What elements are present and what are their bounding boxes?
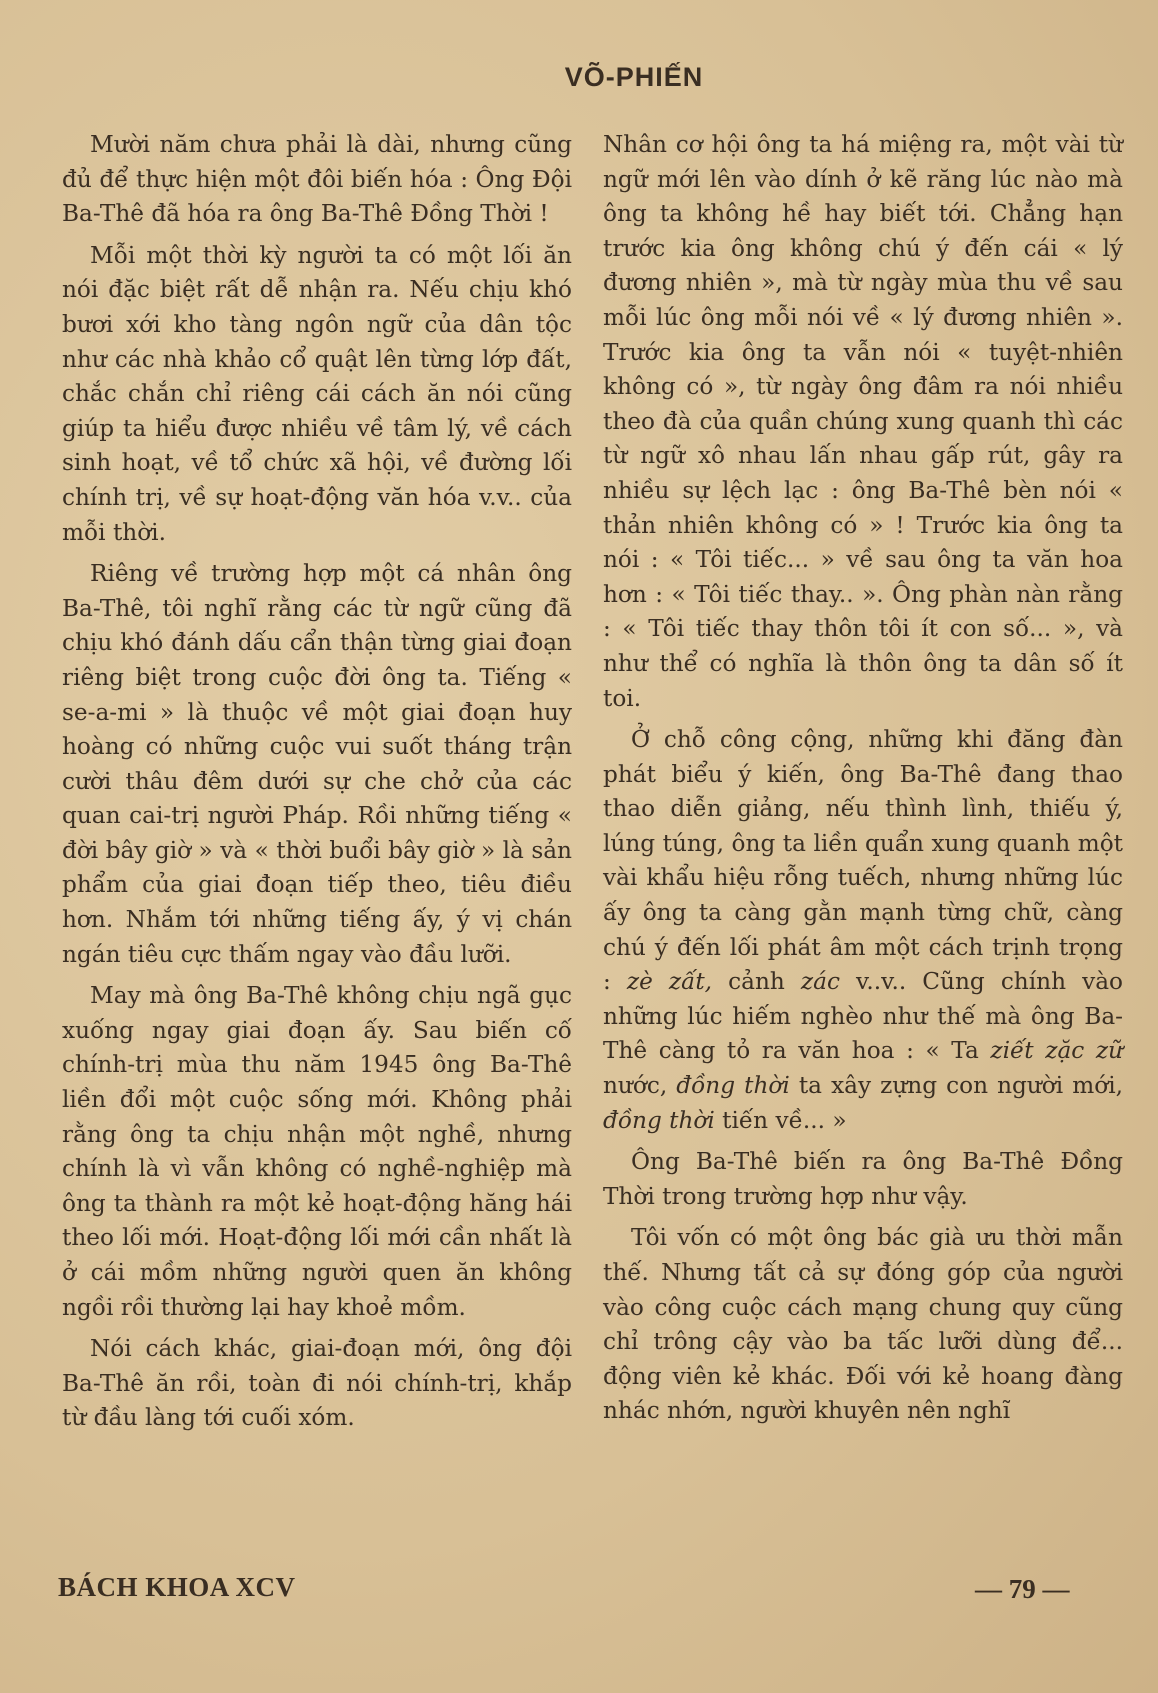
italic-text: đồng thời	[603, 1106, 715, 1134]
right-text-column	[603, 128, 1123, 1436]
paragraph: Tôi vốn có một ông bác già ưu thời mẫn thế. Nhưng tất cả sự đóng góp của người vào công cuộc cách mạng chung quy cũng chỉ trông cậy vào ba tấc lưỡi dùng để... động viên kẻ khác. Đối với kẻ hoang đàng nhác nhớn, người khuyên nên nghĩ	[603, 1224, 1123, 1425]
paragraph: May mà ông Ba-Thê không chịu ngã gục xuống ngay giai đoạn ấy. Sau biến cố chính-trị mùa thu năm 1945 ông Ba-Thê liền đổi một cuộc sống mới. Không phải rằng ông ta chịu nhận một nghề, nhưng chính là vì vẫn không có nghề-nghiệp mà ông ta thành ra một kẻ hoạt-động hăng hái theo lối mới. Hoạt-động lối mới cần nhất là ở cái mồm những người quen ăn không ngồi rồi thường lại hay khoẻ mồm.	[62, 982, 572, 1321]
paragraph: Ông Ba-Thê biến ra ông Ba-Thê Đồng Thời trong trường hợp như vậy.	[603, 1148, 1123, 1210]
text-run: tiến về... »	[714, 1106, 847, 1134]
italic-text: zè zất,	[626, 968, 713, 996]
paragraph-with-italics	[603, 723, 1123, 1138]
paragraph: Mười năm chưa phải là dài, nhưng cũng đủ để thực hiện một đôi biến hóa : Ông Đội Ba-Thê đã hóa ra ông Ba-Thê Đồng Thời !	[62, 131, 572, 228]
paragraph: Riêng về trường hợp một cá nhân ông Ba-Thê, tôi nghĩ rằng các từ ngữ cũng đã chịu khó đánh dấu cẩn thận từng giai đoạn riêng biệt trong cuộc đời ông ta. Tiếng « se-a-mi » là thuộc về một giai đoạn huy hoàng có những cuộc vui suốt tháng trận cười thâu đêm dưới sự che chở của các quan cai-trị người Pháp. Rồi những tiếng « đời bây giờ » và « thời buổi bây giờ » là sản phẩm của giai đoạn tiếp theo, tiêu điều hơn. Nhắm tới những tiếng ấy, ý vị chán ngán tiêu cực thấm ngay vào đầu lưỡi.	[62, 560, 572, 968]
left-text-column	[62, 128, 572, 1443]
paragraph: Nhân cơ hội ông ta há miệng ra, một vài từ ngữ mới lên vào dính ở kẽ răng lúc nào mà ông ta không hề hay biết tới. Chẳng hạn trước kia ông không chú ý đến cái « lý đương nhiên », mà từ ngày mùa thu về sau mỗi lúc ông mỗi nói về « lý đương nhiên ». Trước kia ông ta vẫn nói « tuyệt-nhiên không có », từ ngày ông đâm ra nói nhiều theo đà của quần chúng xung quanh thì các từ ngữ xô nhau lấn nhau gấp rút, gây ra nhiều sự lệch lạc : ông Ba-Thê bèn nói « thản nhiên không có » ! Trước kia ông ta nói : « Tôi tiếc... » về sau ông ta văn hoa hơn : « Tôi tiếc thay.. ». Ông phàn nàn rằng : « Tôi tiếc thay thôn tôi ít con số... », và như thể có nghĩa là thôn ông ta dân số ít toi.	[603, 131, 1123, 712]
paragraph: Nói cách khác, giai-đoạn mới, ông đội Ba-Thê ăn rồi, toàn đi nói chính-trị, khắp từ đầu làng tới cuối xóm.	[62, 1335, 572, 1432]
page-number: — 79 —	[975, 1574, 1070, 1604]
text-run: ta xây zựng con người mới,	[789, 1072, 1123, 1100]
text-run: v..v.. Cũng chính vào những lúc hiếm nghèo như thế mà ông Ba-Thê càng tỏ ra văn hoa : « Ta	[603, 968, 1123, 1065]
text-run: nước,	[603, 1072, 677, 1100]
paragraph: Mỗi một thời kỳ người ta có một lối ăn nói đặc biệt rất dễ nhận ra. Nếu chịu khó bươi xới kho tàng ngôn ngữ của dân tộc như các nhà khảo cổ quật lên từng lớp đất, chắc chắn chỉ riêng cái cách ăn nói cũng giúp ta hiểu được nhiều về tâm lý, về cách sinh hoạt, về tổ chức xã hội, về đường lối chính trị, về sự hoạt-động văn hóa v.v.. của mỗi thời.	[62, 241, 572, 546]
italic-text: ziết zặc zữ	[990, 1037, 1124, 1065]
italic-text: zác	[800, 968, 840, 996]
page-header-author: VÕ-PHIẾN	[564, 62, 704, 92]
text-run: Ở chỗ công cộng, những khi đăng đàn phát biểu ý kiến, ông Ba-Thê đang thao thao diễn giảng, nếu thình lình, thiếu ý, lúng túng, ông ta liền quẩn xung quanh một vài khẩu hiệu rỗng tuếch, nhưng những lúc ấy ông ta càng gằn mạnh từng chữ, càng chú ý đến lối phát âm một cách trịnh trọng :	[603, 726, 1123, 996]
italic-text: đồng thời	[676, 1072, 790, 1100]
text-run: cảnh	[712, 968, 801, 996]
magazine-issue-label: BÁCH KHOA XCV	[58, 1572, 296, 1602]
